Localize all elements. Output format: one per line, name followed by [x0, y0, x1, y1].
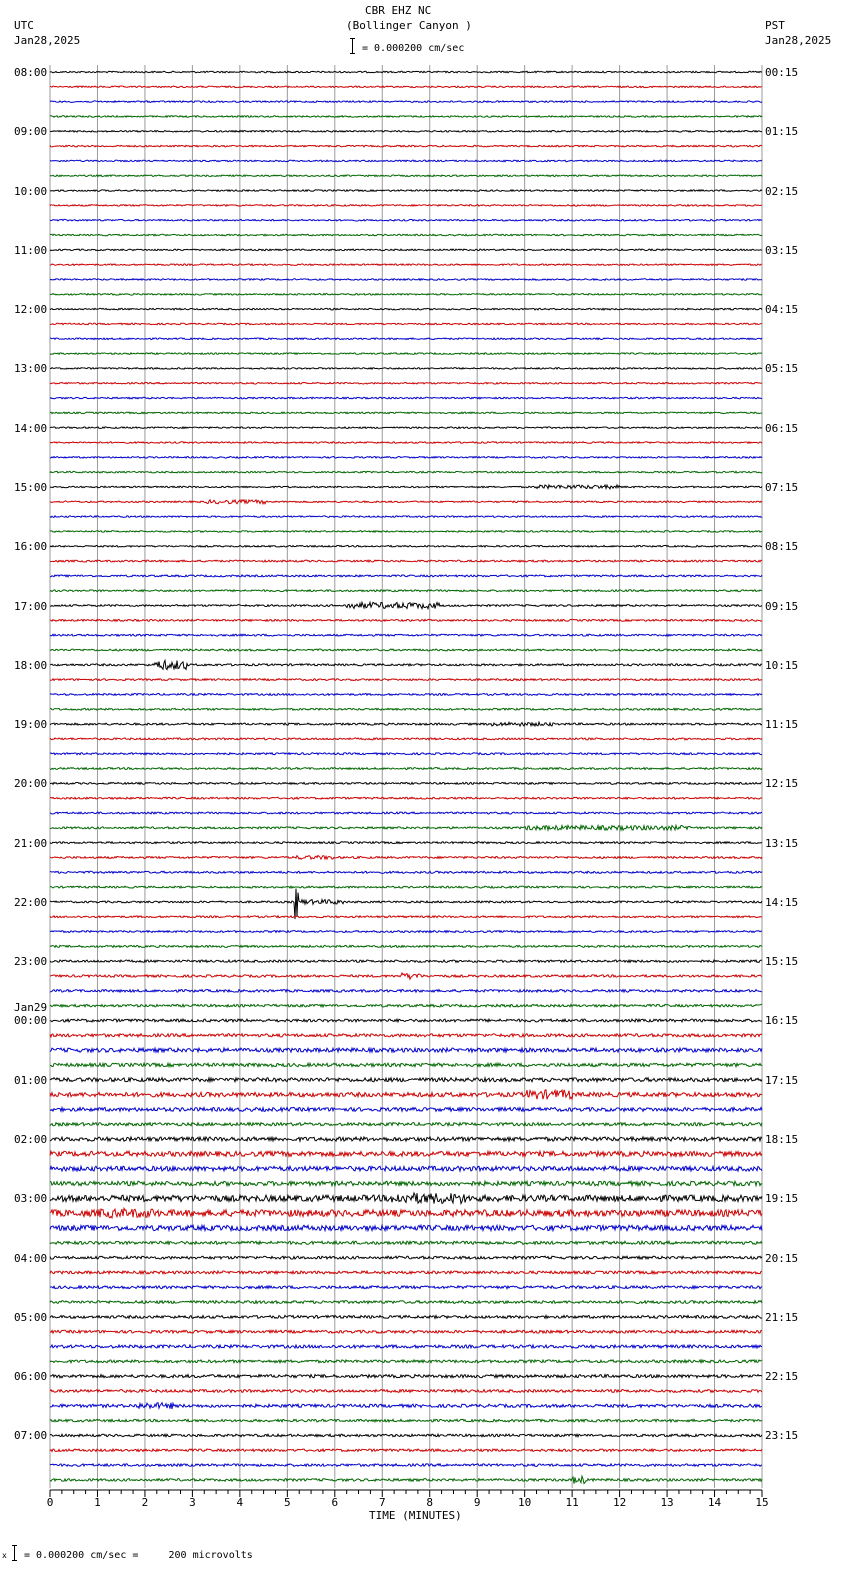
pst-hour-label: 10:15	[765, 658, 799, 672]
pst-hour-label: 21:15	[765, 1310, 799, 1324]
trace-row-1	[50, 86, 762, 88]
trace-row-78	[50, 1225, 762, 1230]
utc-hour-label: 05:00	[14, 1310, 48, 1324]
trace-row-91	[50, 1419, 762, 1422]
trace-row-19	[50, 353, 762, 355]
x-axis-label: TIME (MINUTES)	[369, 1509, 462, 1522]
trace-row-15	[50, 294, 762, 296]
trace-row-22	[50, 397, 762, 399]
x-tick-label: 13	[660, 1496, 674, 1509]
trace-row-79	[50, 1241, 762, 1244]
trace-row-0	[50, 71, 762, 73]
trace-row-18	[50, 338, 762, 340]
footer-scale-text: = 0.000200 cm/sec = 200 microvolts	[24, 1550, 253, 1561]
x-tick-label: 7	[378, 1496, 386, 1509]
minute-grid	[50, 65, 762, 1488]
trace-row-70	[50, 1107, 762, 1111]
trace-row-47	[50, 768, 762, 770]
trace-lines	[50, 71, 762, 1483]
trace-row-56	[50, 889, 762, 920]
pst-hour-label: 16:15	[765, 1014, 799, 1028]
trace-row-9	[50, 205, 762, 207]
x-tick-label: 0	[46, 1496, 54, 1509]
utc-hour-label: 12:00	[14, 303, 48, 317]
trace-row-67	[50, 1063, 762, 1067]
pst-hour-label: 08:15	[765, 540, 799, 554]
trace-row-45	[50, 738, 762, 740]
trace-row-23	[50, 412, 762, 414]
utc-hour-label: 20:00	[14, 777, 48, 791]
trace-row-82	[50, 1286, 762, 1289]
trace-row-76	[50, 1193, 762, 1204]
trace-row-17	[50, 323, 762, 325]
trace-row-57	[50, 916, 762, 918]
header-scale-bar-icon	[350, 38, 355, 54]
trace-row-71	[50, 1123, 762, 1126]
trace-row-93	[50, 1449, 762, 1452]
trace-row-43	[50, 708, 762, 710]
trace-row-5	[50, 145, 762, 147]
trace-row-50	[50, 812, 762, 814]
utc-hour-label: 00:00	[14, 1014, 48, 1028]
trace-row-86	[50, 1345, 762, 1348]
trace-row-33	[50, 560, 762, 562]
utc-hour-label: 21:00	[14, 836, 48, 850]
station-title: CBR EHZ NC	[365, 4, 432, 17]
pst-hour-label: 15:15	[765, 955, 799, 969]
trace-row-54	[50, 871, 762, 873]
utc-hour-label: 17:00	[14, 599, 48, 613]
pst-hour-label: 07:15	[765, 480, 799, 494]
utc-hour-label: 01:00	[14, 1073, 48, 1087]
trace-row-13	[50, 264, 762, 266]
x-tick-label: 5	[284, 1496, 291, 1509]
trace-row-69	[50, 1090, 762, 1099]
left-timezone: UTC	[14, 19, 34, 32]
utc-hour-label: 07:00	[14, 1429, 48, 1443]
utc-hour-label: 22:00	[14, 895, 48, 909]
trace-row-20	[50, 368, 762, 370]
footer-scale-bar-icon	[12, 1545, 17, 1561]
pst-hour-label: 02:15	[765, 184, 799, 198]
trace-row-89	[50, 1390, 762, 1393]
site-name: (Bollinger Canyon )	[346, 19, 472, 32]
trace-row-4	[50, 130, 762, 132]
trace-row-88	[50, 1375, 762, 1378]
time-axis	[47, 1490, 769, 1509]
trace-row-64	[50, 1019, 762, 1022]
x-tick-label: 10	[518, 1496, 532, 1509]
pst-hour-label: 01:15	[765, 125, 799, 139]
pst-hour-label: 09:15	[765, 599, 799, 613]
trace-row-52	[50, 842, 762, 844]
trace-row-53	[50, 855, 762, 859]
utc-hour-label: 13:00	[14, 362, 48, 376]
trace-row-92	[50, 1434, 762, 1437]
trace-row-77	[50, 1208, 762, 1217]
trace-row-66	[50, 1048, 762, 1052]
date-change-label: Jan29	[14, 1001, 48, 1015]
utc-hour-label: 09:00	[14, 125, 48, 139]
trace-row-38	[50, 634, 762, 636]
trace-row-30	[50, 516, 762, 518]
trace-row-90	[50, 1403, 762, 1409]
trace-row-62	[50, 990, 762, 993]
pst-hour-label: 23:15	[765, 1429, 799, 1443]
trace-row-6	[50, 160, 762, 162]
utc-hour-label: 10:00	[14, 184, 48, 198]
x-tick-label: 1	[94, 1496, 101, 1509]
trace-row-58	[50, 931, 762, 933]
trace-row-31	[50, 531, 762, 533]
trace-row-74	[50, 1166, 762, 1171]
trace-row-27	[50, 471, 762, 473]
trace-row-49	[50, 797, 762, 799]
trace-row-42	[50, 693, 762, 695]
x-tick-label: 8	[426, 1496, 434, 1509]
pst-hour-label: 14:15	[765, 895, 799, 909]
trace-row-35	[50, 590, 762, 592]
utc-hour-label: 11:00	[14, 243, 48, 257]
x-tick-label: 12	[612, 1496, 627, 1509]
x-tick-label: 6	[331, 1496, 339, 1509]
pst-hour-label: 05:15	[765, 362, 799, 376]
pst-hour-label: 04:15	[765, 303, 799, 317]
trace-row-26	[50, 457, 762, 459]
trace-row-81	[50, 1271, 762, 1274]
header-scale-text: = 0.000200 cm/sec	[362, 43, 465, 54]
right-date: Jan28,2025	[765, 34, 832, 47]
utc-hour-label: 04:00	[14, 1251, 48, 1265]
trace-row-41	[50, 679, 762, 681]
trace-row-11	[50, 234, 762, 236]
pst-hour-label: 17:15	[765, 1073, 799, 1087]
trace-row-63	[50, 1004, 762, 1007]
pst-hour-label: 00:15	[765, 66, 799, 79]
trace-row-46	[50, 753, 762, 755]
trace-row-87	[50, 1360, 762, 1363]
utc-hour-label: 08:00	[14, 66, 48, 79]
pst-hour-label: 12:15	[765, 777, 799, 791]
trace-row-75	[50, 1181, 762, 1185]
trace-row-14	[50, 279, 762, 281]
utc-hour-label: 15:00	[14, 480, 48, 494]
trace-row-44	[50, 722, 762, 726]
pst-hour-label: 06:15	[765, 421, 799, 435]
x-tick-label: 3	[189, 1496, 196, 1509]
pst-hour-label: 18:15	[765, 1133, 799, 1147]
utc-hour-label: 18:00	[14, 658, 48, 672]
utc-hour-label: 19:00	[14, 718, 48, 732]
trace-row-12	[50, 249, 762, 251]
trace-row-7	[50, 175, 762, 177]
trace-row-40	[50, 660, 762, 669]
utc-hour-label: 06:00	[14, 1370, 48, 1384]
trace-row-94	[50, 1464, 762, 1467]
trace-row-84	[50, 1315, 762, 1318]
pst-hour-label: 22:15	[765, 1370, 799, 1384]
trace-row-73	[50, 1151, 762, 1156]
trace-row-16	[50, 308, 762, 310]
trace-row-32	[50, 545, 762, 547]
trace-row-29	[50, 500, 762, 504]
x-tick-label: 15	[755, 1496, 769, 1509]
pst-hour-label: 03:15	[765, 243, 799, 257]
trace-row-68	[50, 1078, 762, 1082]
trace-row-80	[50, 1256, 762, 1259]
trace-row-2	[50, 101, 762, 103]
trace-row-10	[50, 219, 762, 221]
trace-row-72	[50, 1137, 762, 1141]
x-tick-label: 14	[707, 1496, 722, 1509]
trace-row-8	[50, 190, 762, 192]
x-tick-label: 11	[565, 1496, 579, 1509]
trace-row-55	[50, 886, 762, 888]
trace-row-39	[50, 649, 762, 651]
trace-row-36	[50, 602, 762, 608]
trace-row-65	[50, 1034, 762, 1037]
utc-hour-label: 02:00	[14, 1133, 48, 1147]
pst-hour-label: 11:15	[765, 718, 799, 732]
trace-row-34	[50, 575, 762, 577]
left-date: Jan28,2025	[14, 34, 81, 47]
utc-hour-label: 16:00	[14, 540, 48, 554]
x-tick-label: 2	[141, 1496, 149, 1509]
utc-hour-label: 23:00	[14, 955, 48, 969]
pst-hour-label: 13:15	[765, 836, 799, 850]
trace-row-61	[50, 973, 762, 979]
trace-row-51	[50, 825, 762, 830]
utc-hour-label: 14:00	[14, 421, 48, 435]
trace-row-60	[50, 960, 762, 962]
x-tick-label: 4	[236, 1496, 244, 1509]
trace-row-37	[50, 619, 762, 621]
right-timezone: PST	[765, 19, 785, 32]
pst-hour-label: 20:15	[765, 1251, 799, 1265]
x-tick-label: 9	[473, 1496, 481, 1509]
pst-hour-label: 19:15	[765, 1192, 799, 1206]
trace-row-85	[50, 1330, 762, 1333]
trace-row-83	[50, 1301, 762, 1304]
utc-hour-label: 03:00	[14, 1192, 48, 1206]
trace-row-24	[50, 427, 762, 429]
trace-row-3	[50, 116, 762, 118]
trace-row-25	[50, 442, 762, 444]
trace-row-48	[50, 782, 762, 784]
trace-row-21	[50, 382, 762, 384]
trace-row-59	[50, 945, 762, 947]
footer-scale-marker: x	[2, 1551, 7, 1560]
trace-row-95	[50, 1476, 762, 1483]
trace-row-28	[50, 485, 762, 489]
